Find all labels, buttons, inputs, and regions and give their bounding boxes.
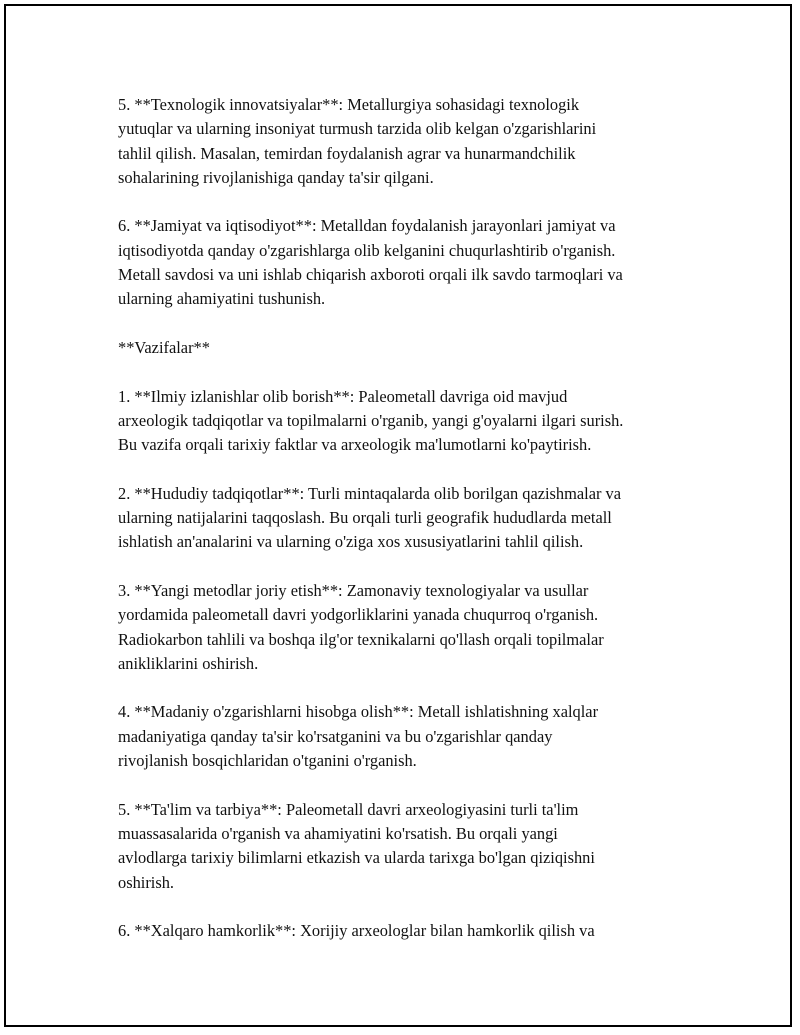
document-body [118,93,718,968]
paragraph-society-economy: 6. **Jamiyat va iqtisodiyot**: Metalldan foydalanish jarayonlari jamiyat va iqtisodiyotda qanday o'zgarishlarga olib kelganini chuqurlashtirib o'rganish. Metall savdosi va uni ishlab chiqarish axboroti orqali ilk savdo tarmoqlari va ularning ahamiyatini tushunish. [118,216,623,309]
section-heading-tasks: **Vazifalar** [118,337,210,357]
paragraph-education: 5. **Ta'lim va tarbiya**: Paleometall davri arxeologiyasini turli ta'lim muassasalarida o'rganish va ahamiyatini ko'rsatish. Bu orqali yangi avlodlarga tarixiy bilimlarni etkazish va ularda tarixga bo'lgan qiziqishni oshirish. [118,799,595,892]
paragraph-scientific-research: 1. **Ilmiy izlanishlar olib borish**: Paleometall davriga oid mavjud arxeologik tadqiqotlar va topilmalarni o'rganib, yangi g'oyalarni ilgari surish. Bu vazifa orqali tarixiy faktlar va arxeologik ma'lumotlarni ko'paytirish. [118,386,624,455]
paragraph-technological-innovations: 5. **Texnologik innovatsiyalar**: Metallurgiya sohasidagi texnologik yutuqlar va ularning insoniyat turmush tarzida olib kelgan o'zgarishlarini tahlil qilish. Masalan, temirdan foydalanish agrar va hunarmandchilik sohalarining rivojlanishiga qanday ta'sir qilgani. [118,95,597,187]
paragraph-cultural-changes: 4. **Madaniy o'zgarishlarni hisobga olish**: Metall ishlatishning xalqlar madaniyatiga qanday ta'sir ko'rsatganini va bu o'zgarishlar qanday rivojlanish bosqichlaridan o'tganini o'rganish. [118,702,599,771]
paragraph-international-cooperation: 6. **Xalqaro hamkorlik**: Xorijiy arxeologlar bilan hamkorlik qilish va [118,921,595,941]
paragraph-regional-research: 2. **Hududiy tadqiqotlar**: Turli mintaqalarda olib borilgan qazishmalar va ularning natijalarini taqqoslash. Bu orqali turli geografik hududlarda metall ishlatish an'analarini va ularning o'ziga xos xususiyatlarini tahlil qilish. [118,483,622,552]
paragraph-new-methods: 3. **Yangi metodlar joriy etish**: Zamonaviy texnologiyalar va usullar yordamida paleometall davri yodgorliklarini yanada chuqurroq o'rganish. Radiokarbon tahlili va boshqa ilg'or texnikalarni qo'llash orqali topilmalar anikliklarini oshirish. [118,580,604,673]
